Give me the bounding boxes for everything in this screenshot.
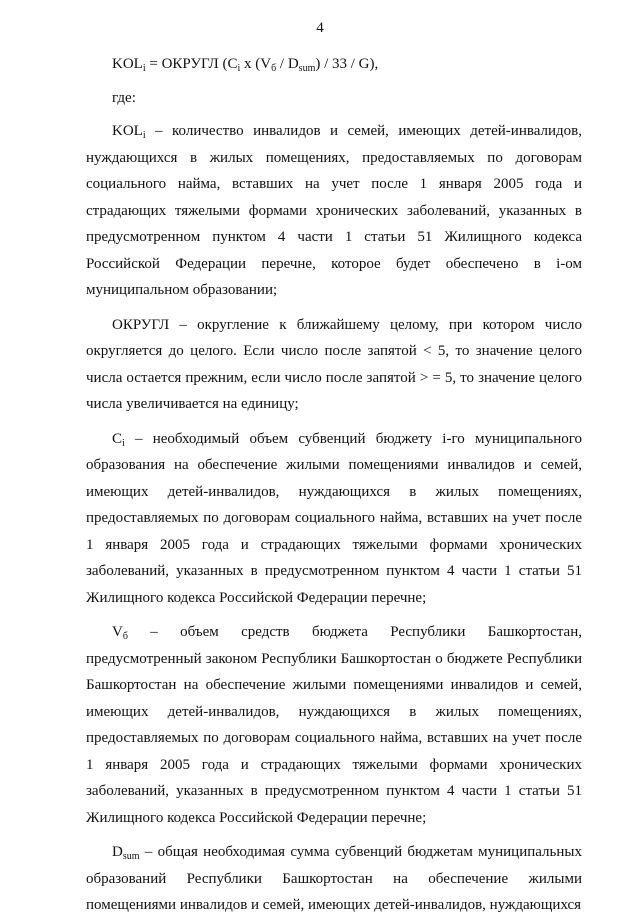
definition-term: C — [112, 430, 123, 447]
definition-term: V — [112, 624, 123, 640]
formula — [112, 52, 582, 76]
definition-term: ОКРУГЛ — [112, 316, 170, 333]
definition-term-subscript: sum — [122, 851, 140, 862]
definition-ci — [86, 426, 582, 612]
formula-lhs: KOL — [112, 56, 143, 72]
definition-text: – количество инвалидов и семей, имеющих детей-инвалидов, нуждающихся в жилых помещениях, предоставляемых по договорам социального найма, вставших на учет после 1 января 2005 года и страдающих тяжелыми формами хронических заболеваний, указанных в предусмотренном пунктом 4 части 1 статьи 51 Жилищного кодекса Российской Федерации перечне, которое будет обеспечено в i-ом муниципальном образовании; — [86, 123, 582, 298]
definition-term-subscript: i — [142, 130, 146, 141]
formula-part: x (V — [240, 56, 272, 72]
definition-text: – округление к ближайшему целому, при котором число округляется до целого. Если число после запятой < 5, то значение целого числа остается прежним, если число после запятой > = 5, то значение целого числа увеличивается на единицу; — [86, 316, 582, 412]
formula-part: = ОКРУГЛ (C — [145, 56, 238, 72]
definition-text: – необходимый объем субвенций бюджету i-го муниципального образования на обеспечение жилыми помещениями инвалидов и семей, имеющих детей-инвалидов, нуждающихся в жилых помещениях, предоставляемых по договорам социального найма, вставших на учет после 1 января 2005 года и страдающих тяжелыми формами хронических заболеваний, указанных в предусмотренном пунктом 4 части 1 статьи 51 Жилищного кодекса Российской Федерации перечне; — [86, 430, 582, 606]
definition-dsum — [86, 839, 582, 919]
definition-text: – общая необходимая сумма субвенций бюджетам муниципальных образований Республики Башкортостан на обеспечение жилыми помещениями инвалидов и семей, имеющих детей-инвалидов, нуждающихся — [86, 844, 582, 913]
formula-c-subscript: i — [237, 63, 241, 74]
definition-text: – объем средств бюджета Республики Башкортостан, предусмотренный законом Республики Башкортостан о бюджете Республики Башкортостан на обеспечение жилыми помещениями инвалидов и семей, имеющих детей-инвалидов, нуждающихся в жилых помещениях, предоставляемых по договорам социального найма, вставших на учет после 1 января 2005 года и страдающих тяжелыми формами хронических заболеваний, указанных в предусмотренном пунктом 4 части 1 статьи 51 Жилищного кодекса Российской Федерации перечне; — [86, 624, 582, 826]
definition-term-subscript: б — [122, 631, 128, 642]
definition-okrugl — [86, 312, 582, 418]
formula-d-subscript: sum — [298, 63, 316, 74]
formula-v-subscript: б — [271, 63, 277, 74]
where-label: где: — [112, 90, 136, 106]
definition-term: D — [112, 844, 123, 860]
definition-vb — [86, 619, 582, 831]
definition-kol — [86, 118, 582, 304]
formula-part: / D — [276, 56, 299, 72]
definition-term: KOL — [112, 123, 143, 139]
document-body — [86, 52, 582, 919]
page-number: 4 — [316, 20, 324, 36]
definition-term-subscript: i — [122, 437, 125, 449]
formula-part: ) / 33 / G), — [315, 56, 379, 72]
formula-lhs-subscript: i — [142, 63, 146, 74]
